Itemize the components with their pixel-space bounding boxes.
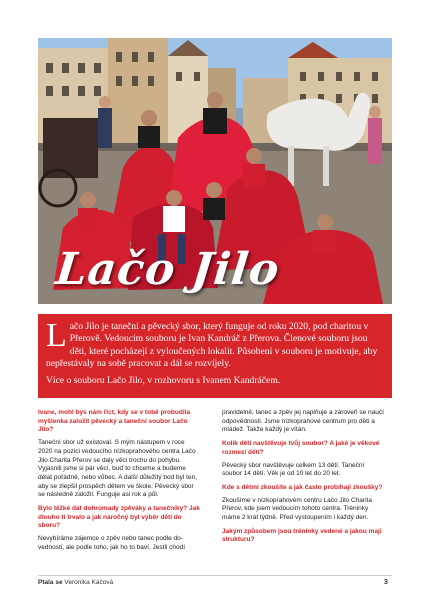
question-3: Kolik dětí navštěvuje tvůj soubor? A jaké je věkové rozmezí dětí? [222,440,380,456]
answer-2: Nevybíráme zájemce o zpěv nebo tanec podle dovednosti, ale podle toho, jak ho to baví. Jestli chodí [38,535,186,551]
drop-cap: L [46,317,67,354]
intro-interview-lead: Více o souboru Lačo Jilo, v rozhovoru s Ivanem Kandráčem. [46,375,281,387]
hero-photo [38,38,392,304]
footer-divider [38,575,392,576]
question-5: Jakým způsobem jsou tréninky vedené a jakou mají strukturu? [222,527,382,544]
answer-1: Taneční sbor už existoval. S mým nástupem v roce 2020 na pozici vedoucího nízkoprahového centra Lačo Jilo Charita Přerov se daly věci trochu do pohybu. Vyjasnili jsme si pár věcí, buď to chceme a budeme dělat pořádně, nebo vůbec. A další důležitý bod byl ten, aby se zlepšil prospěch dětem ve škole. Pěvecký sbor se následně založil. Funguje asi rok a půl. [38,439,198,499]
answer-2-continued: pravidelně, tanec a zpěv jej naplňuje a zároveň se naučí odpovědnosti. Jsme nízkoprahové centrum pro děti a mládež. Takže každý je vítán. [222,409,384,434]
answer-4: Zkoušíme v nízkoprahovém centru Lačo Jilo Charita Přerov, kde jsem vedoucím tohoto centra. Tréninky máme 2 krát týdně. Před vystoupením i každý den. [222,496,372,522]
page-number: 3 [384,579,388,586]
footer-credit [38,579,113,586]
question-1: Ivane, mohl bys nám říct, kdy se v tobě probudila myšlenka založit pěvecký a taneční soubor Lačo Jilo? [38,409,191,434]
answer-3: Pěvecký sbor navštěvuje celkem 13 dětí. Taneční soubor 14 dětí. Věk je od 10 let do 20 let. [222,461,365,478]
intro-text: ačo Jilo je taneční a pěvecký sbor, který funguje od roku 2020, pod charitou v Přerově. Vedoucím souboru je Ivan Kandráč z Přerova. Členové souboru jsou děti, které pocházejí z vyloučených lokalit. Působení v souboru je motivuje, aby nepřestávaly na sobě pracovat a dál se rozvíjely. [46,321,378,369]
footer-author: Veronika Kačová [64,579,114,586]
footer-prefix: Ptala se [38,579,63,586]
question-2: Bylo těžké dát dohromady zpěváky a tanečníky? Jak dlouho ti trvalo a jak náročný byl výběr dětí do sboru? [38,505,200,530]
intro-box [38,314,392,398]
right-column [222,409,384,549]
left-column [38,409,200,558]
intro-paragraph [46,317,384,370]
hero-title: Lačo Jilo [53,244,283,295]
question-4: Kde s dětmi zkoušíte a jak často probíhají zkoušky? [222,483,383,491]
